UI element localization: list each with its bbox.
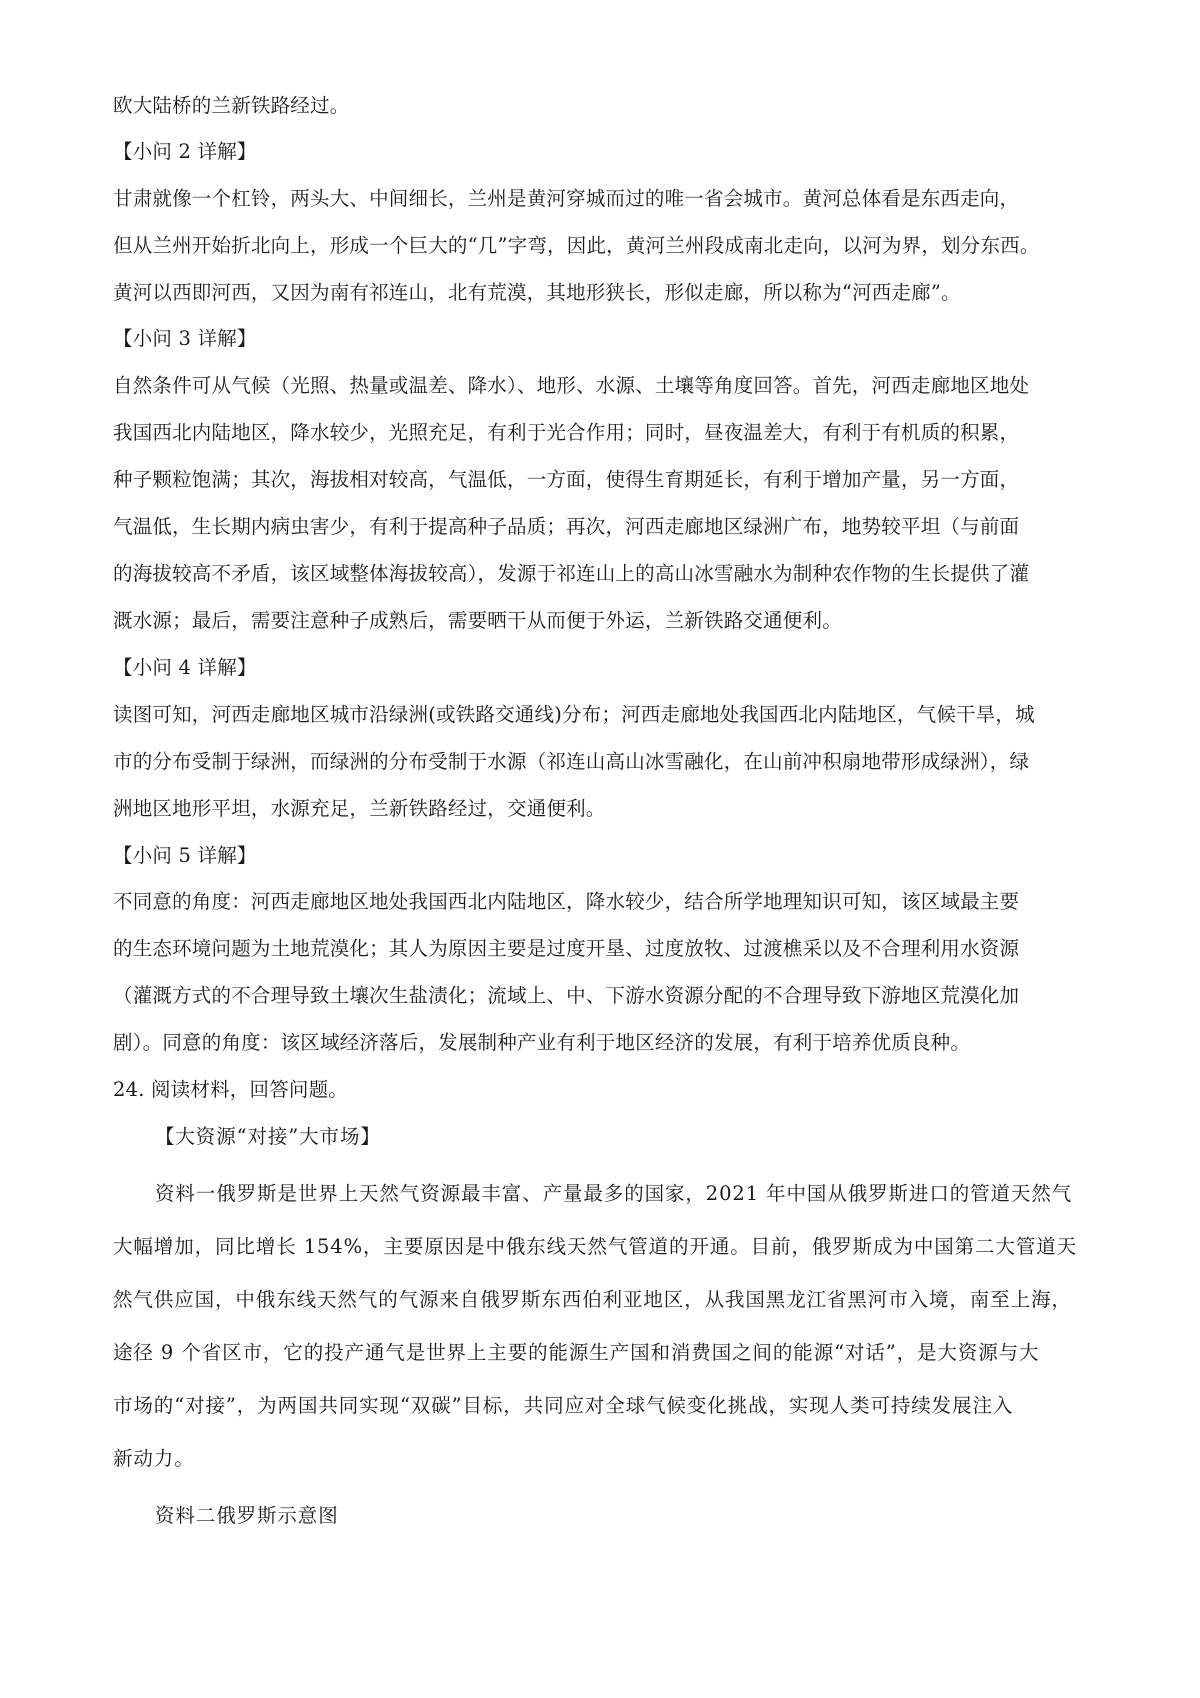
answer-text-line: 不同意的角度：河西走廊地区地处我国西北内陆地区，降水较少，结合所学地理知识可知，该区域最主要 [113, 890, 1020, 913]
answer-text-line: 溉水源；最后，需要注意种子成熟后，需要晒干从而便于外运，兰新铁路交通便利。 [113, 609, 842, 632]
answer-text-line: 种子颗粒饱满；其次，海拔相对较高，气温低，一方面，使得生育期延长，有利于增加产量，另一方面， [113, 468, 1020, 491]
material-text-line: 然气供应国，中俄东线天然气的气源来自俄罗斯东西伯利亚地区，从我国黑龙江省黑河市入境，南至上海， [113, 1288, 1072, 1311]
material-text-line: 资料一俄罗斯是世界上天然气资源最丰富、产量最多的国家，2021 年中国从俄罗斯进口的管道天然气 [155, 1182, 1073, 1205]
section-heading-q3: 【小问 3 详解】 [113, 327, 257, 350]
answer-text-line: 自然条件可从气候（光照、热量或温差、降水）、地形、水源、土壤等角度回答。首先，河西走廊地区地处 [113, 374, 1030, 397]
answer-text-line: 市的分布受制于绿洲，而绿洲的分布受制于水源（祁连山高山冰雪融化，在山前冲积扇地带形成绿洲），绿 [113, 750, 1030, 773]
answer-text-line: 洲地区地形平坦，水源充足，兰新铁路经过，交通便利。 [113, 797, 606, 820]
material-title: 【大资源“对接”大市场】 [155, 1125, 381, 1148]
answer-text-line: （灌溉方式的不合理导致土壤次生盐渍化；流域上、中、下游水资源分配的不合理导致下游地区荒漠化加 [113, 984, 1020, 1007]
material-text-line: 市场的“对接”，为两国共同实现“双碳”目标，共同应对全球气候变化挑战，实现人类可持续发展注入 [113, 1394, 1014, 1417]
answer-text-line: 的生态环境问题为土地荒漠化；其人为原因主要是过度开垦、过度放牧、过渡樵采以及不合理利用水资源 [113, 937, 1020, 960]
material-text-line: 途径 9 个省区市，它的投产通气是世界上主要的能源生产国和消费国之间的能源“对话”，是大资源与大 [113, 1341, 1040, 1364]
answer-text-line: 气温低，生长期内病虫害少，有利于提高种子品质；再次，河西走廊地区绿洲广布，地势较平坦（与前面 [113, 515, 1020, 538]
section-heading-q2: 【小问 2 详解】 [113, 140, 257, 163]
answer-text-line: 我国西北内陆地区，降水较少，光照充足，有利于光合作用；同时，昼夜温差大，有利于有机质的积累， [113, 421, 1020, 444]
question-24-prompt: 24. 阅读材料，回答问题。 [113, 1078, 349, 1101]
answer-text-line: 欧大陆桥的兰新铁路经过。 [113, 94, 350, 117]
answer-text-line: 的海拔较高不矛盾，该区域整体海拔较高），发源于祁连山上的高山冰雪融水为制种农作物的生长提供了灌 [113, 562, 1030, 585]
answer-text-line: 但从兰州开始折北向上，形成一个巨大的“几”字弯，因此，黄河兰州段成南北走向，以河为界，划分东西。 [113, 234, 1040, 257]
material-text-line: 大幅增加，同比增长 154%，主要原因是中俄东线天然气管道的开通。目前，俄罗斯成为中国第二大管道天 [113, 1235, 1078, 1258]
answer-text-line: 黄河以西即河西，又因为南有祁连山，北有荒漠，其地形狭长，形似走廊，所以称为“河西走廊”。 [113, 281, 961, 304]
answer-text-line: 剧）。同意的角度：该区域经济落后，发展制种产业有利于地区经济的发展，有利于培养优质良种。 [113, 1031, 971, 1054]
section-heading-q5: 【小问 5 详解】 [113, 844, 257, 867]
section-heading-q4: 【小问 4 详解】 [113, 656, 257, 679]
material-text-line: 新动力。 [113, 1447, 195, 1470]
answer-text-line: 甘肃就像一个杠铃，两头大、中间细长，兰州是黄河穿城而过的唯一省会城市。黄河总体看是东西走向， [113, 187, 1020, 210]
answer-text-line: 读图可知，河西走廊地区城市沿绿洲(或铁路交通线)分布；河西走廊地处我国西北内陆地区，气候干旱，城 [113, 703, 1035, 726]
figure-caption: 资料二俄罗斯示意图 [155, 1504, 339, 1527]
